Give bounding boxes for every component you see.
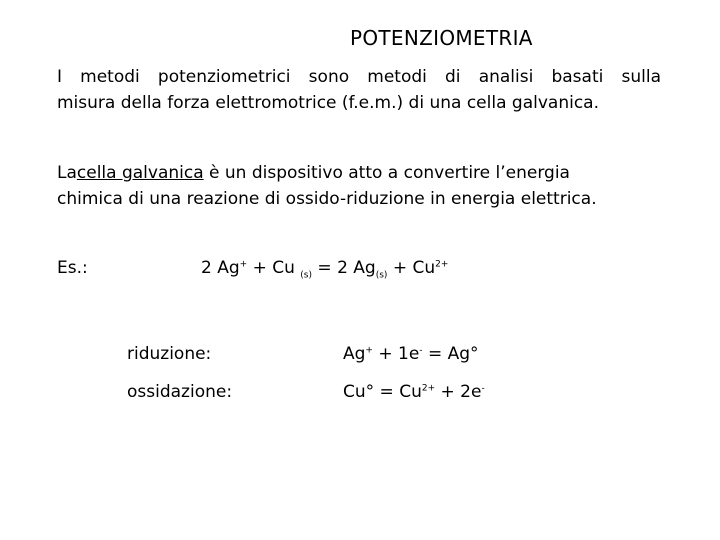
ox-b-sup: - (481, 383, 485, 394)
oxidation-label: ossidazione: (127, 382, 233, 402)
example-label: Es.: (57, 258, 88, 278)
eq-cu-charge: 2+ (435, 259, 449, 270)
oxidation-equation (343, 382, 485, 402)
eq-state-s1: (s) (300, 270, 313, 281)
eq-plus1: + Cu (247, 258, 301, 278)
page-title: POTENZIOMETRIA (350, 26, 533, 50)
eq-state-s2: (s) (375, 270, 388, 281)
red-a: Ag (343, 344, 366, 364)
intro-line-1: I metodi potenziometrici sono metodi di analisi basati sulla (57, 67, 661, 87)
red-a-sup: + (365, 345, 373, 356)
eq-coef1: 2 Ag (201, 258, 240, 278)
red-b: + 1e (372, 344, 420, 364)
red-c: = Ag° (422, 344, 479, 364)
definition-line-2: chimica di una reazione di ossido-riduzione in energia elettrica. (57, 189, 597, 209)
ox-a-sup: 2+ (421, 383, 436, 394)
ox-b: + 2e (435, 382, 482, 402)
eq-equals: = 2 Ag (312, 258, 376, 278)
definition-paragraph (57, 160, 677, 212)
definition-term: cella galvanica (76, 163, 204, 183)
eq-ag-charge: + (239, 259, 248, 270)
definition-prefix: La (57, 163, 77, 183)
eq-plus2: + Cu (387, 258, 436, 278)
overall-equation (201, 258, 449, 281)
definition-rest: è un dispositivo atto a convertire l’energia (203, 163, 570, 183)
reduction-equation (343, 344, 479, 364)
reduction-label: riduzione: (127, 344, 212, 364)
ox-a: Cu° = Cu (343, 382, 422, 402)
red-b-sup: - (419, 345, 423, 356)
intro-paragraph (57, 64, 661, 116)
intro-line-2: misura della forza elettromotrice (f.e.m.) di una cella galvanica. (57, 93, 599, 113)
